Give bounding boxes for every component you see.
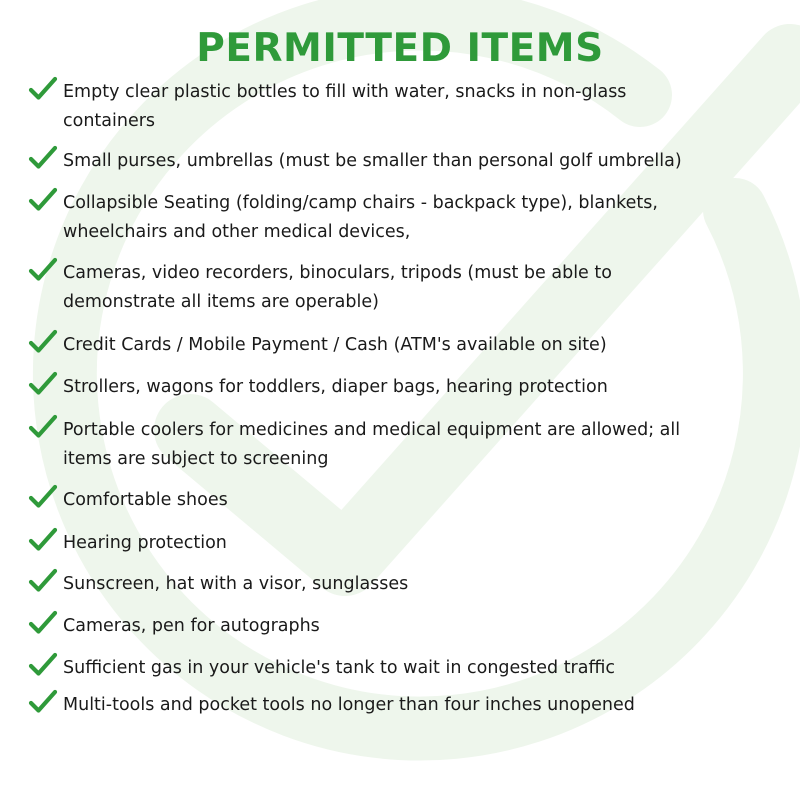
item-text-line: Sunscreen, hat with a visor, sunglasses (63, 574, 409, 594)
list-item (28, 654, 788, 683)
item-text-line: Comfortable shoes (63, 490, 228, 510)
item-text-line: containers (63, 111, 156, 131)
check-icon (28, 414, 58, 440)
check-icon (28, 610, 58, 636)
list-item (28, 570, 788, 599)
item-text-line: items are subject to screening (63, 449, 329, 469)
list-item (28, 373, 788, 402)
check-icon (28, 187, 58, 213)
check-icon (28, 145, 58, 171)
item-text-line: Hearing protection (63, 533, 227, 553)
list-item (28, 189, 788, 247)
check-icon (28, 329, 58, 355)
item-text-line: Collapsible Seating (folding/camp chairs - backpack type), blankets, (63, 193, 658, 213)
item-text-line: Empty clear plastic bottles to fill with water, snacks in non-glass (63, 82, 627, 102)
list-item (28, 416, 788, 474)
list-item (28, 486, 788, 515)
item-text-line: Multi-tools and pocket tools no longer than four inches unopened (63, 695, 635, 715)
item-text-line: Small purses, umbrellas (must be smaller than personal golf umbrella) (63, 151, 682, 171)
item-text-line: Sufficient gas in your vehicle's tank to wait in congested traffic (63, 658, 616, 678)
list-item (28, 78, 788, 136)
item-text-line: Strollers, wagons for toddlers, diaper bags, hearing protection (63, 377, 608, 397)
item-text-line: Portable coolers for medicines and medical equipment are allowed; all (63, 420, 681, 440)
list-item (28, 529, 788, 558)
list-item (28, 259, 788, 317)
check-icon (28, 76, 58, 102)
check-icon (28, 689, 58, 715)
check-icon (28, 257, 58, 283)
list-item (28, 612, 788, 641)
item-text-line: wheelchairs and other medical devices, (63, 222, 411, 242)
item-text-line: demonstrate all items are operable) (63, 292, 379, 312)
list-item (28, 147, 788, 176)
page-title: PERMITTED ITEMS (196, 26, 604, 71)
list-item (28, 331, 788, 360)
check-icon (28, 568, 58, 594)
item-text-line: Credit Cards / Mobile Payment / Cash (ATM's available on site) (63, 335, 607, 355)
item-text-line: Cameras, pen for autographs (63, 616, 320, 636)
check-icon (28, 652, 58, 678)
check-icon (28, 371, 58, 397)
check-icon (28, 484, 58, 510)
list-item (28, 691, 788, 720)
check-icon (28, 527, 58, 553)
item-text-line: Cameras, video recorders, binoculars, tripods (must be able to (63, 263, 612, 283)
